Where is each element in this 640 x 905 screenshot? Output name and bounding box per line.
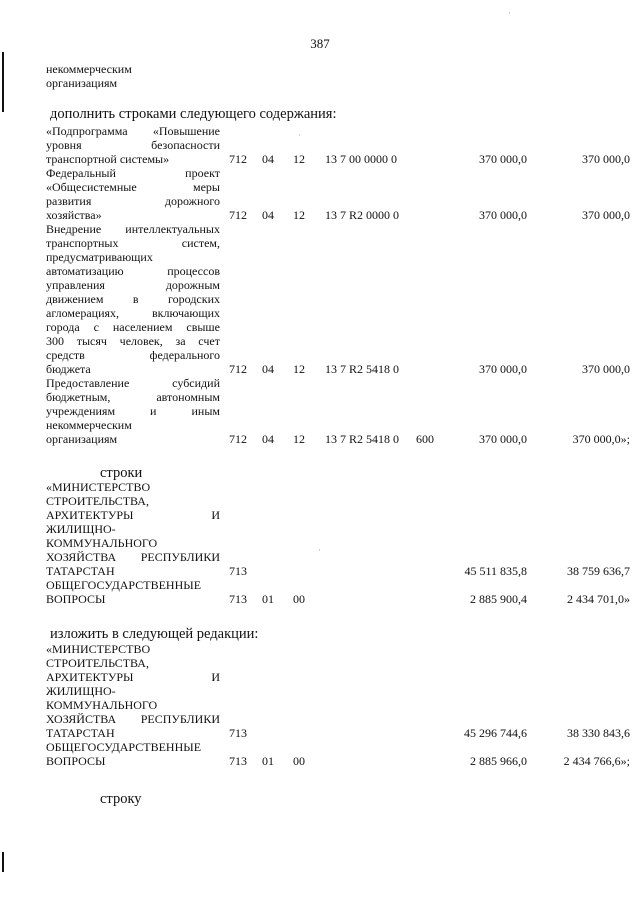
row-pr: 12 [293, 152, 305, 166]
row-name-line: Федеральный проект [46, 166, 220, 180]
row-ved: 713 [229, 564, 247, 578]
row-ved: 712 [229, 208, 247, 222]
row-name-line: «Общесистемные меры [46, 180, 220, 194]
instruction-rows: строки [100, 465, 143, 481]
row-sum-2025: 370 000,0 [479, 362, 527, 376]
text-line: организациям [46, 76, 118, 90]
row-name-line: «Подпрограмма «Повышение [46, 124, 220, 138]
row-name-line: ЖИЛИЩНО- [46, 522, 116, 536]
row-name-line: АРХИТЕКТУРЫ И [46, 670, 220, 684]
row-pr: 00 [293, 754, 305, 768]
row-csr: 13 7 00 0000 0 [325, 152, 397, 166]
row-name-line: 300 тысяч человек, за счет [46, 334, 220, 348]
row-pr: 12 [293, 362, 305, 376]
row-sum-2025: 370 000,0 [479, 432, 527, 446]
row-vr: 600 [416, 432, 434, 446]
row-rz: 04 [262, 432, 274, 446]
row-sum-2026: 370 000,0 [582, 152, 630, 166]
text-line: некоммерческим [46, 62, 132, 76]
row-name-line: Предоставление субсидий [46, 376, 220, 390]
row-name-line: учреждениям и иным [46, 404, 220, 418]
row-name [46, 124, 220, 166]
row-name-line: транспортной системы» [46, 152, 170, 166]
row-name-line: города с населением свыше [46, 320, 220, 334]
row-name-line: управления дорожным [46, 278, 220, 292]
row-name-line: ВОПРОСЫ [46, 592, 106, 606]
row-name [46, 740, 220, 768]
row-pr: 12 [293, 208, 305, 222]
row-name-line: «МИНИСТЕРСТВО [46, 642, 151, 656]
row-rz: 01 [262, 754, 274, 768]
row-sum-2026: 2 434 701,0» [567, 592, 630, 606]
row-name [46, 222, 220, 376]
row-sum-2025: 45 511 835,8 [464, 564, 527, 578]
row-name-line: КОММУНАЛЬНОГО [46, 536, 158, 550]
row-name [46, 376, 220, 446]
row-name-line: агломерациях, включающих [46, 306, 220, 320]
row-name-line: развития дорожного [46, 194, 220, 208]
row-name-line: ВОПРОСЫ [46, 754, 106, 768]
row-ved: 712 [229, 152, 247, 166]
top-fragment [46, 62, 220, 90]
row-name-line: некоммерческим [46, 418, 132, 432]
row-ved: 713 [229, 754, 247, 768]
row-sum-2025: 45 296 744,6 [464, 726, 527, 740]
row-sum-2026: 2 434 766,6»; [563, 754, 630, 768]
row-name-line: средств федерального [46, 348, 220, 362]
row-csr: 13 7 R2 0000 0 [325, 208, 400, 222]
row-pr: 12 [293, 432, 305, 446]
row-csr: 13 7 R2 5418 0 [325, 362, 400, 376]
row-pr: 00 [293, 592, 305, 606]
instruction-add-rows: дополнить строками следующего содержания: [50, 106, 337, 122]
row-ved: 712 [229, 432, 247, 446]
row-name-line: организациям [46, 432, 118, 446]
row-name-line: СТРОИТЕЛЬСТВА, [46, 494, 149, 508]
scan-speck: · [318, 545, 321, 555]
row-name-line: АРХИТЕКТУРЫ И [46, 508, 220, 522]
row-rz: 01 [262, 592, 274, 606]
row-name-line: транспортных систем, [46, 236, 220, 250]
row-name-line: ОБЩЕГОСУДАРСТВЕННЫЕ [46, 740, 202, 754]
row-name-line: ОБЩЕГОСУДАРСТВЕННЫЕ [46, 578, 202, 592]
row-name [46, 166, 220, 222]
row-name-line: «МИНИСТЕРСТВО [46, 480, 151, 494]
row-name [46, 480, 220, 578]
row-name [46, 578, 220, 606]
row-name-line: ХОЗЯЙСТВА РЕСПУБЛИКИ [46, 550, 220, 564]
row-csr: 13 7 R2 5418 0 [325, 432, 400, 446]
instruction-row: строку [100, 791, 142, 807]
row-rz: 04 [262, 208, 274, 222]
row-name-line: автоматизацию процессов [46, 264, 220, 278]
row-name-line: ХОЗЯЙСТВА РЕСПУБЛИКИ [46, 712, 220, 726]
row-rz: 04 [262, 362, 274, 376]
row-name-line: бюджетным, автономным [46, 390, 220, 404]
scan-speck: · [508, 8, 511, 18]
row-name [46, 642, 220, 740]
row-sum-2026: 38 330 843,6 [567, 726, 630, 740]
row-sum-2025: 2 885 966,0 [470, 754, 527, 768]
row-sum-2025: 2 885 900,4 [470, 592, 527, 606]
row-name-line: Внедрение интеллектуальных [46, 222, 220, 236]
row-name-line: бюджета [46, 362, 91, 376]
row-name-line: уровня безопасности [46, 138, 220, 152]
left-margin-line [2, 52, 4, 112]
left-margin-line-bottom [2, 852, 4, 872]
row-name-line: КОММУНАЛЬНОГО [46, 698, 158, 712]
row-name-line: предусматривающих [46, 250, 153, 264]
row-name-line: движением в городских [46, 292, 220, 306]
instruction-new-edition: изложить в следующей редакции: [50, 626, 259, 642]
scan-speck: · [298, 130, 301, 140]
row-sum-2026: 370 000,0»; [572, 432, 630, 446]
row-rz: 04 [262, 152, 274, 166]
row-name-line: ТАТАРСТАН [46, 726, 115, 740]
row-sum-2026: 370 000,0 [582, 208, 630, 222]
row-sum-2026: 370 000,0 [582, 362, 630, 376]
row-ved: 713 [229, 726, 247, 740]
page-number: 387 [310, 36, 330, 51]
row-sum-2026: 38 759 636,7 [567, 564, 630, 578]
row-ved: 712 [229, 362, 247, 376]
row-sum-2025: 370 000,0 [479, 208, 527, 222]
row-name-line: ТАТАРСТАН [46, 564, 115, 578]
row-ved: 713 [229, 592, 247, 606]
row-name-line: СТРОИТЕЛЬСТВА, [46, 656, 149, 670]
row-name-line: ЖИЛИЩНО- [46, 684, 116, 698]
row-sum-2025: 370 000,0 [479, 152, 527, 166]
row-name-line: хозяйства» [46, 208, 102, 222]
